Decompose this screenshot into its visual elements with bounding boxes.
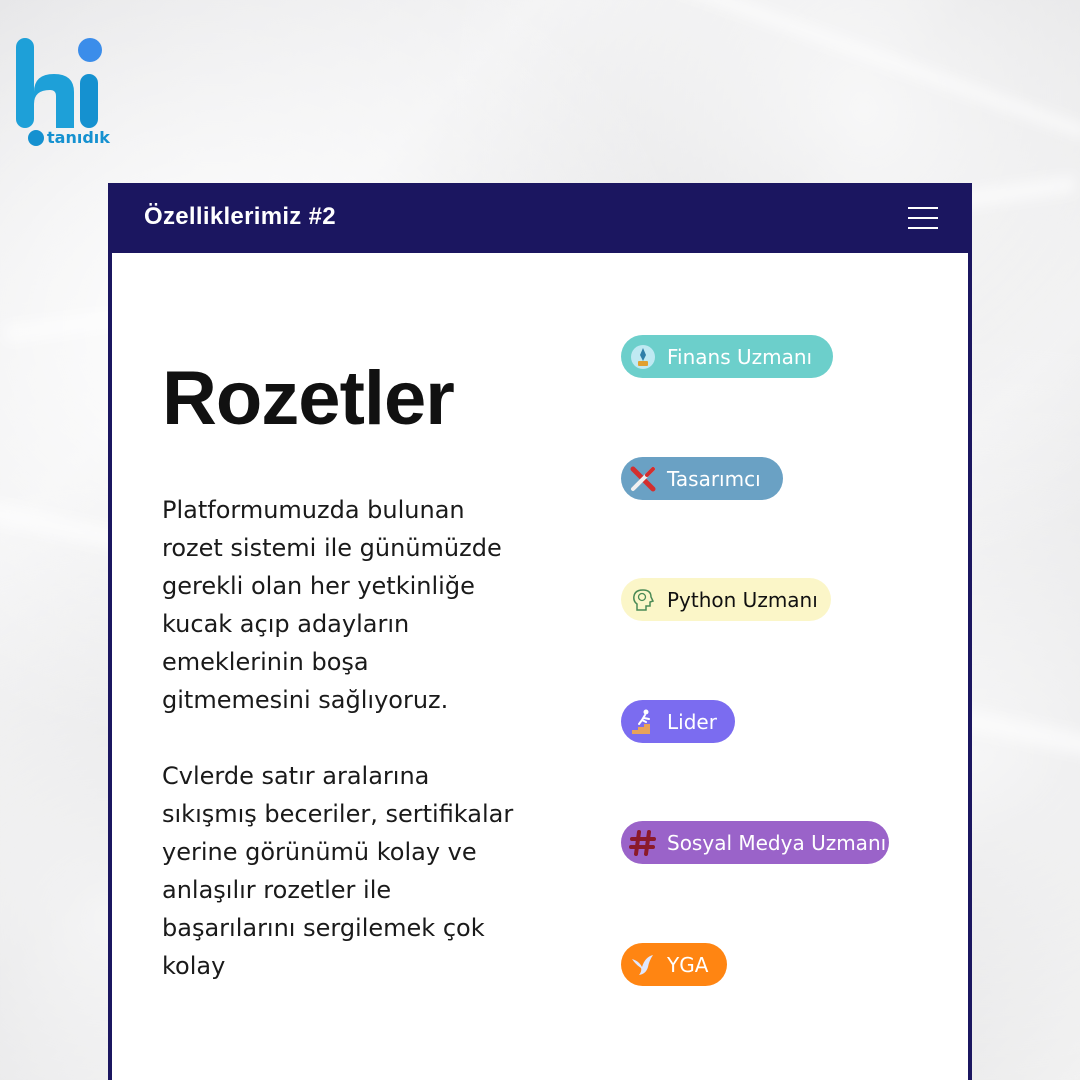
- description-paragraph-2: Cvlerde satır aralarına sıkışmış beceriler, sertifikalar yerine görünümü kolay ve anlaşılır rozetler ile başarılarını sergilemek çok kolay: [162, 762, 514, 980]
- pencil-ruler-icon: [629, 465, 657, 493]
- window-title: Özelliklerimiz #2: [144, 203, 336, 230]
- badge-yga[interactable]: [621, 943, 727, 986]
- badge-label: Finans Uzmanı: [667, 344, 813, 369]
- finance-icon: [629, 343, 657, 371]
- app-window: [108, 183, 972, 1080]
- badge-label: Sosyal Medya Uzmanı: [667, 830, 887, 855]
- badge-finans-uzmani[interactable]: [621, 335, 833, 378]
- hashtag-icon: [629, 829, 657, 857]
- badge-tasarimci[interactable]: [621, 457, 783, 500]
- bird-icon: [629, 951, 657, 979]
- window-header: [108, 183, 972, 253]
- page-title: Rozetler: [162, 356, 454, 441]
- description-paragraph-1: Platformumuzda bulunan rozet sistemi ile günümüzde gerekli olan her yetkinliğe kucak açıp adayların emeklerinin boşa gitmemesini sağlıyoruz.: [162, 496, 502, 714]
- badge-label: Python Uzmanı: [667, 587, 818, 612]
- logo-text: tanıdık: [47, 128, 110, 147]
- badge-python-uzmani[interactable]: [621, 578, 831, 621]
- badge-label: YGA: [667, 952, 709, 977]
- badge-lider[interactable]: [621, 700, 735, 743]
- hamburger-menu-icon[interactable]: [908, 207, 940, 231]
- badge-sosyal-medya-uzmani[interactable]: [621, 821, 889, 864]
- brain-head-icon: [629, 586, 657, 614]
- badge-label: Lider: [667, 709, 717, 734]
- leader-running-icon: [629, 708, 657, 736]
- badge-label: Tasarımcı: [667, 466, 761, 491]
